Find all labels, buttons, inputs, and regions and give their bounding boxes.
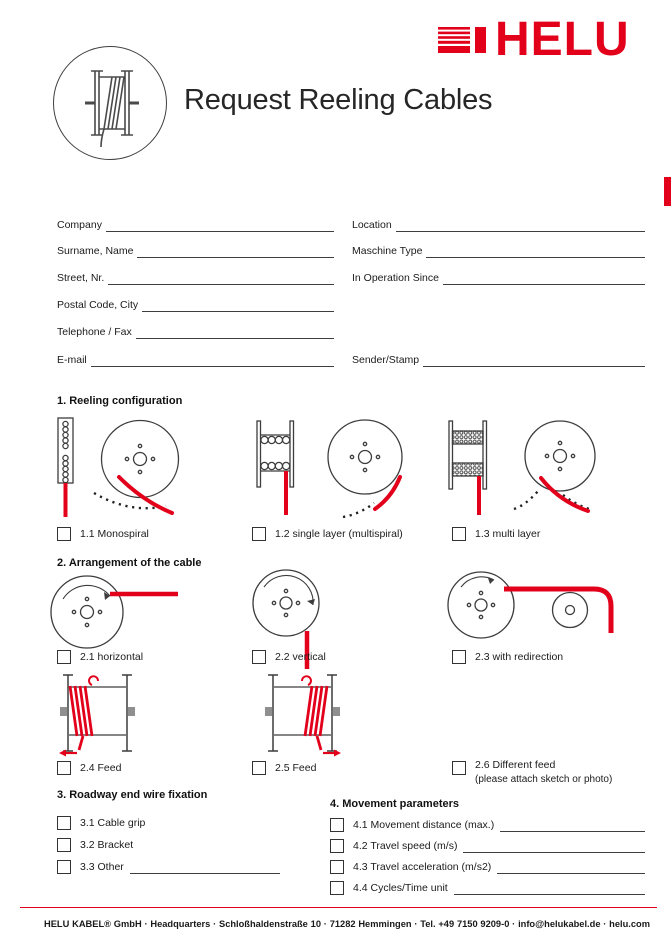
option-label: 3.1 Cable grip xyxy=(80,816,146,829)
option-label: 2.2 vertical xyxy=(275,650,326,663)
option-label: 4.3 Travel acceleration (m/s2) xyxy=(353,860,492,873)
option-4-3 xyxy=(330,860,645,874)
illustration-monospiral xyxy=(50,413,185,523)
illustration-feed-left xyxy=(52,672,152,764)
location-input-line[interactable] xyxy=(396,215,645,232)
option-2-2 xyxy=(252,650,382,664)
company-input-line[interactable] xyxy=(106,215,334,232)
section-1-title: 1. Reeling configuration xyxy=(57,395,183,407)
field-company xyxy=(57,216,334,232)
movement-distance-input-line[interactable] xyxy=(500,820,645,832)
checkbox-travel-acceleration[interactable] xyxy=(330,860,344,874)
checkbox-multi-layer[interactable] xyxy=(452,527,466,541)
sender-stamp-input-line[interactable] xyxy=(423,350,645,367)
option-2-4 xyxy=(57,761,177,775)
helu-logo-icon xyxy=(438,27,486,53)
helu-logo-text: HELU xyxy=(495,13,630,66)
option-label: 2.1 horizontal xyxy=(80,650,144,663)
option-label: 4.4 Cycles/Time unit xyxy=(353,881,448,894)
option-2-1 xyxy=(57,650,207,664)
field-location xyxy=(352,216,645,232)
checkbox-movement-distance[interactable] xyxy=(330,818,344,832)
option-3-1 xyxy=(57,816,207,830)
field-label: Postal Code, City xyxy=(57,298,139,311)
cable-reel-icon xyxy=(53,46,167,160)
telephone-input-line[interactable] xyxy=(136,322,334,339)
checkbox-single-layer[interactable] xyxy=(252,527,266,541)
option-3-3 xyxy=(57,860,280,874)
option-label: 1.1 Monospiral xyxy=(80,527,149,540)
helu-logo xyxy=(438,13,630,66)
option-4-1 xyxy=(330,818,645,832)
maschine-type-input-line[interactable] xyxy=(426,241,645,258)
checkbox-other[interactable] xyxy=(57,860,71,874)
illustration-multi-layer xyxy=(446,413,601,523)
illustration-horizontal xyxy=(50,569,185,661)
checkbox-monospiral[interactable] xyxy=(57,527,71,541)
page-title: Request Reeling Cables xyxy=(184,84,493,116)
option-4-2 xyxy=(330,839,645,853)
option-2-3 xyxy=(452,650,612,664)
other-input-line[interactable] xyxy=(130,862,280,874)
option-label: 3.2 Bracket xyxy=(80,838,134,851)
checkbox-cable-grip[interactable] xyxy=(57,816,71,830)
cable-reel-drawing xyxy=(54,47,166,159)
option-1-2 xyxy=(252,527,432,541)
option-label: 3.3 Other xyxy=(80,860,124,873)
option-1-3 xyxy=(452,527,602,541)
footer-address: HELU KABEL® GmbH · Headquarters · Schloßhaldenstraße 10 · 71282 Hemmingen · Tel. +49 7150 9209-0 · info@helukabel.de · helu.com xyxy=(44,919,650,929)
option-label: 4.1 Movement distance (max.) xyxy=(353,818,495,831)
field-email xyxy=(57,351,334,367)
checkbox-feed-left[interactable] xyxy=(57,761,71,775)
field-maschine-type xyxy=(352,242,645,258)
field-label: Company xyxy=(57,218,102,231)
option-label: 1.3 multi layer xyxy=(475,527,541,540)
field-label: Street, Nr. xyxy=(57,271,105,284)
red-edge-mark xyxy=(664,177,671,206)
option-4-4 xyxy=(330,881,645,895)
option-1-1 xyxy=(57,527,207,541)
cycles-input-line[interactable] xyxy=(454,883,645,895)
postal-input-line[interactable] xyxy=(142,295,334,312)
checkbox-travel-speed[interactable] xyxy=(330,839,344,853)
section-4-title: 4. Movement parameters xyxy=(330,798,459,810)
checkbox-feed-right[interactable] xyxy=(252,761,266,775)
option-2-5 xyxy=(252,761,372,775)
footer-divider xyxy=(20,907,657,908)
section-2-title: 2. Arrangement of the cable xyxy=(57,557,202,569)
street-input-line[interactable] xyxy=(108,268,334,285)
checkbox-different-feed[interactable] xyxy=(452,761,466,775)
field-in-operation-since xyxy=(352,269,645,285)
field-telephone-fax xyxy=(57,323,334,339)
travel-speed-input-line[interactable] xyxy=(463,841,645,853)
illustration-single-layer xyxy=(248,413,408,523)
checkbox-cycles-time-unit[interactable] xyxy=(330,881,344,895)
option-label: 2.5 Feed xyxy=(275,761,317,774)
field-label: Maschine Type xyxy=(352,244,423,257)
checkbox-bracket[interactable] xyxy=(57,838,71,852)
operation-since-input-line[interactable] xyxy=(443,268,645,285)
section-3-title: 3. Roadway end wire fixation xyxy=(57,789,208,801)
field-postal-code-city xyxy=(57,296,334,312)
field-label: Location xyxy=(352,218,392,231)
field-label: Sender/Stamp xyxy=(352,353,420,366)
field-label: E-mail xyxy=(57,353,87,366)
travel-acceleration-input-line[interactable] xyxy=(497,862,645,874)
option-label: 2.4 Feed xyxy=(80,761,122,774)
field-label: Surname, Name xyxy=(57,244,134,257)
option-2-6-text xyxy=(475,760,612,785)
option-2-6 xyxy=(452,760,642,785)
option-label: 2.3 with redirection xyxy=(475,650,564,663)
field-label: Telephone / Fax xyxy=(57,325,132,338)
illustration-feed-right xyxy=(248,672,348,764)
checkbox-with-redirection[interactable] xyxy=(452,650,466,664)
checkbox-vertical[interactable] xyxy=(252,650,266,664)
option-3-2 xyxy=(57,838,207,852)
option-label: 1.2 single layer (multispiral) xyxy=(275,527,403,540)
field-street-nr xyxy=(57,269,334,285)
option-note: (please attach sketch or photo) xyxy=(475,773,613,785)
email-input-line[interactable] xyxy=(91,350,334,367)
option-label: 4.2 Travel speed (m/s) xyxy=(353,839,458,852)
surname-input-line[interactable] xyxy=(137,241,334,258)
checkbox-horizontal[interactable] xyxy=(57,650,71,664)
option-label: 2.6 Different feed xyxy=(475,759,556,771)
field-label: In Operation Since xyxy=(352,271,439,284)
field-surname-name xyxy=(57,242,334,258)
field-sender-stamp xyxy=(352,351,645,367)
